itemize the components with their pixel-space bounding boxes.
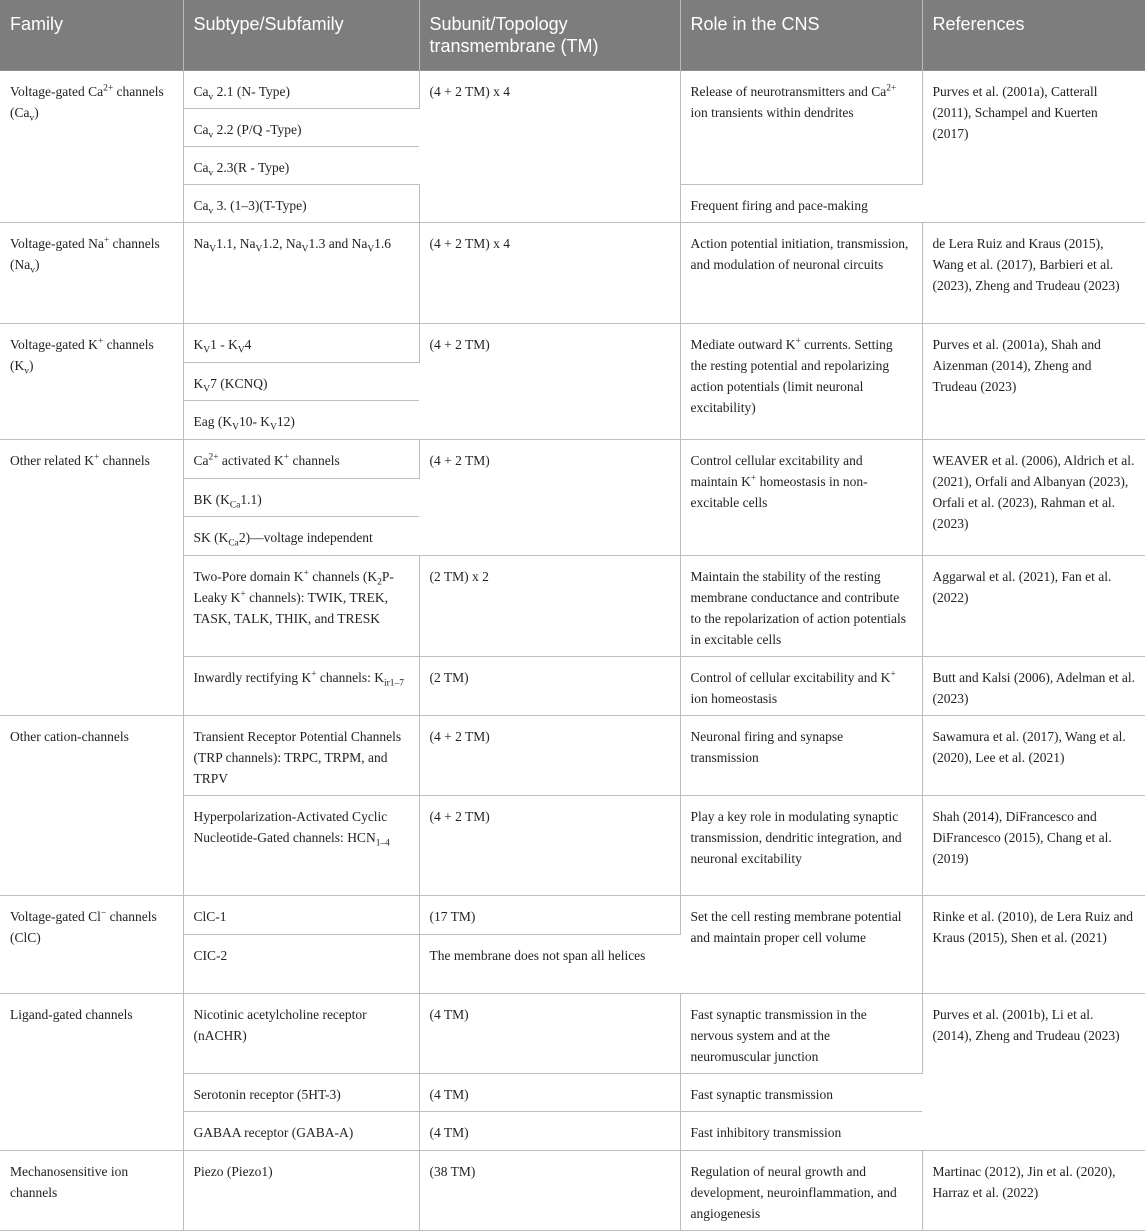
references-cell: de Lera Ruiz and Kraus (2015), Wang et al. (2017), Barbieri et al. (2023), Zheng and Trudeau (2023) (922, 222, 1145, 323)
subtype-cell: $K_V1 - K_V4$ (183, 323, 419, 362)
role-cell: Control of cellular excitability and K+ ion homeostasis (680, 656, 922, 715)
subtype-cell: BK $(K_{Ca}1.1)$ (183, 478, 419, 516)
role-cell: Release of neurotransmitters and $Ca^{2+}$ ion transients within dendrites (680, 70, 922, 184)
subunit-cell: (4 TM) (419, 993, 680, 1073)
header-subtype: Subtype/Subfamily (183, 0, 419, 70)
references-cell: Martinac (2012), Jin et al. (2020), Harraz et al. (2022) (922, 1150, 1145, 1230)
references-cell: Purves et al. (2001a), Catterall (2011), Schampel and Kuerten (2017) (922, 70, 1145, 222)
table-row (0, 70, 1145, 108)
family-cell: Voltage-gated $Ca^{2+}$ channels $(Ca_v)$ (0, 70, 183, 222)
subunit-cell: (4 + 2 TM) x 4 (419, 222, 680, 323)
role-cell: Fast inhibitory transmission (680, 1111, 922, 1150)
subtype-cell: $Ca_v$ 2.3(R - Type) (183, 146, 419, 184)
role-cell: Action potential initiation, transmission, and modulation of neuronal circuits (680, 222, 922, 323)
family-cell: Ligand-gated channels (0, 993, 183, 1150)
references-cell: Purves et al. (2001b), Li et al. (2014), Zheng and Trudeau (2023) (922, 993, 1145, 1150)
family-cell: Voltage-gated Na+ channels $(Na_v)$ (0, 222, 183, 323)
header-row (0, 0, 1145, 70)
subunit-cell: (4 + 2 TM) x 4 (419, 70, 680, 222)
header-references: References (922, 0, 1145, 70)
subtype-cell: Inwardly rectifying K+ channels: $K_{ir1-7}$ (183, 656, 419, 715)
subunit-cell: (4 + 2 TM) (419, 715, 680, 795)
header-role: Role in the CNS (680, 0, 922, 70)
subtype-cell: Transient Receptor Potential Channels (TRP channels): TRPC, TRPM, and TRPV (183, 715, 419, 795)
table-row (0, 439, 1145, 478)
subunit-cell: (4 TM) (419, 1073, 680, 1111)
subtype-cell: GABAA receptor (GABA-A) (183, 1111, 419, 1150)
table-row (0, 895, 1145, 934)
subtype-cell: Piezo (Piezo1) (183, 1150, 419, 1230)
subtype-cell: $Na_V1.1$, $Na_V1.2$, $Na_V1.3$ and $Na_V1.6$ (183, 222, 419, 323)
table-row (0, 993, 1145, 1073)
subtype-cell: Eag ($K_V10-$ $K_V12$) (183, 400, 419, 439)
references-cell: Rinke et al. (2010), de Lera Ruiz and Kraus (2015), Shen et al. (2021) (922, 895, 1145, 993)
table-row (0, 715, 1145, 795)
role-cell: Mediate outward K+ currents. Setting the resting potential and repolarizing action potentials (limit neuronal excitability) (680, 323, 922, 439)
subtype-cell: $Ca^{2+}$ activated K+ channels (183, 439, 419, 478)
subtype-cell: Hyperpolarization-Activated Cyclic Nucleotide-Gated channels: $HCN_{1-4}$ (183, 795, 419, 895)
subtype-cell: Serotonin receptor (5HT-3) (183, 1073, 419, 1111)
family-cell: Voltage-gated Cl− channels (ClC) (0, 895, 183, 993)
family-cell: Other cation-channels (0, 715, 183, 895)
subtype-cell: Two-Pore domain K+ channels ($K_2P-$ Leaky K+ channels): TWIK, TREK, TASK, TALK, THIK, and TRESK (183, 555, 419, 656)
subunit-cell: (38 TM) (419, 1150, 680, 1230)
references-cell: Shah (2014), DiFrancesco and DiFrancesco (2015), Chang et al. (2019) (922, 795, 1145, 895)
family-cell: Voltage-gated K+ channels $(K_v)$ (0, 323, 183, 439)
role-cell: Control cellular excitability and maintain K+ homeostasis in non-excitable cells (680, 439, 922, 555)
subunit-cell: (4 + 2 TM) (419, 795, 680, 895)
role-cell: Frequent firing and pace-making (680, 184, 922, 222)
subunit-cell: (4 + 2 TM) (419, 323, 680, 439)
role-cell: Maintain the stability of the resting membrane conductance and contribute to the repolarization of action potentials in excitable cells (680, 555, 922, 656)
subunit-cell: (17 TM) (419, 895, 680, 934)
subtype-cell: CIC-2 (183, 934, 419, 993)
table-row (0, 323, 1145, 362)
role-cell: Neuronal firing and synapse transmission (680, 715, 922, 795)
subtype-cell: $K_V7$ (KCNQ) (183, 362, 419, 400)
subtype-cell: ClC-1 (183, 895, 419, 934)
subunit-cell: (2 TM) (419, 656, 680, 715)
role-cell: Fast synaptic transmission (680, 1073, 922, 1111)
header-family: Family (0, 0, 183, 70)
references-cell: WEAVER et al. (2006), Aldrich et al. (2021), Orfali and Albanyan (2023), Orfali et al. (2023), Rahman et al. (2023) (922, 439, 1145, 555)
subtype-cell: $Ca_v$ 2.2 (P/Q -Type) (183, 108, 419, 146)
family-cell: Other related K+ channels (0, 439, 183, 715)
subtype-cell: $Ca_v$ 3. (1–3)(T-Type) (183, 184, 419, 222)
subtype-cell: SK $(K_{Ca}2)—voltage$ independent (183, 516, 419, 555)
subunit-cell: (2 TM) x 2 (419, 555, 680, 656)
subunit-cell: (4 + 2 TM) (419, 439, 680, 555)
role-cell: Set the cell resting membrane potential and maintain proper cell volume (680, 895, 922, 993)
subtype-cell: $Ca_v$ 2.1 (N- Type) (183, 70, 419, 108)
role-cell: Regulation of neural growth and development, neuroinflammation, and angiogenesis (680, 1150, 922, 1230)
family-cell: Mechanosensitive ion channels (0, 1150, 183, 1230)
table-row (0, 222, 1145, 323)
references-cell: Purves et al. (2001a), Shah and Aizenman (2014), Zheng and Trudeau (2023) (922, 323, 1145, 439)
references-cell: Aggarwal et al. (2021), Fan et al. (2022) (922, 555, 1145, 656)
role-cell: Fast synaptic transmission in the nervous system and at the neuromuscular junction (680, 993, 922, 1073)
subunit-cell: The membrane does not span all helices (419, 934, 680, 993)
references-cell: Sawamura et al. (2017), Wang et al. (2020), Lee et al. (2021) (922, 715, 1145, 795)
references-cell: Butt and Kalsi (2006), Adelman et al. (2023) (922, 656, 1145, 715)
subunit-cell: (4 TM) (419, 1111, 680, 1150)
table-row (0, 1150, 1145, 1230)
header-subunit: Subunit/Topology transmembrane (TM) (419, 0, 680, 70)
role-cell: Play a key role in modulating synaptic transmission, dendritic integration, and neuronal excitability (680, 795, 922, 895)
subtype-cell: Nicotinic acetylcholine receptor (nACHR) (183, 993, 419, 1073)
